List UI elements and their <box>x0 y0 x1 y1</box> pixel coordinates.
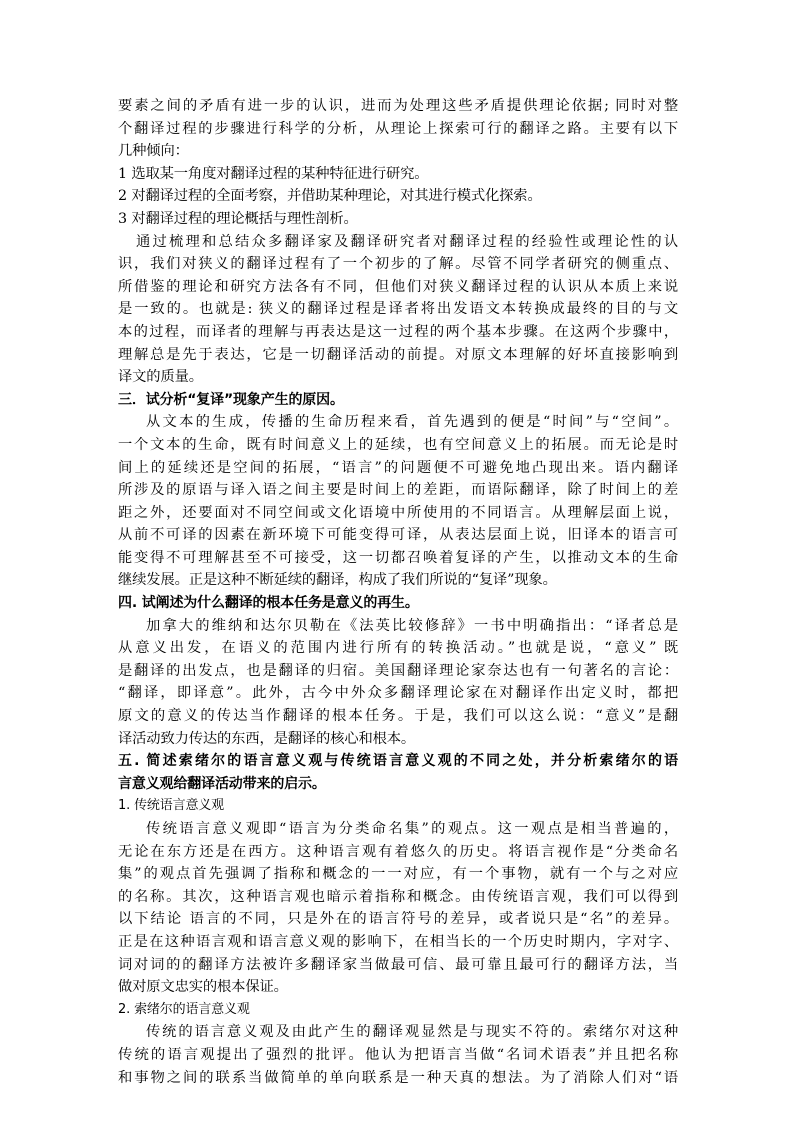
text-line: 从文本的生成，传播的生命历程来看，首先遇到的便是“时间”与“空间”。 <box>146 414 678 431</box>
text-line: 无论在东方还是在西方。这种语言观有着悠久的历史。将语言视作是“分类命名 <box>118 843 678 860</box>
subheading-line: 1. 传统语言意义观 <box>118 798 225 814</box>
text-line: 本的过程，而译者的理解与再表达是这一过程的两个基本步骤。在这两个步骤中， <box>118 323 678 340</box>
text-line: 以下结论 语言的不同，只是外在的语言符号的差异，或者说只是“名”的差异。 <box>118 911 678 928</box>
section-heading-line: 五. 简述索绪尔的语言意义观与传统语言意义观的不同之处，并分析索绪尔的语 <box>118 753 678 770</box>
text-line: 词对词的的翻译方法被许多翻译家当做最可信、最可靠且最可行的翻译方法，当 <box>118 956 678 973</box>
section-heading-line: 三．试分析“复译”现象产生的原因。 <box>118 391 344 408</box>
text-line: 的名称。其次，这种语言观也暗示着指称和概念。由传统语言观，我们可以得到 <box>118 888 678 905</box>
text-line: 从前不可译的因素在新环境下可能变得可译，从表达层面上说，旧译本的语言可 <box>118 527 678 544</box>
text-line: 几种倾向： <box>118 143 189 160</box>
section-heading-line: 四. 试阐述为什么翻译的根本任务是意义的再生。 <box>118 595 419 612</box>
text-line: 和事物之间的联系当做简单的单向联系是一种天真的想法。为了消除人们对“语 <box>118 1069 678 1086</box>
text-line: 译活动致力传达的东西，是翻译的核心和根本。 <box>118 730 416 747</box>
text-line: 3 对翻译过程的理论概括与理性剖析。 <box>118 210 358 227</box>
text-line: 从意义出发，在语义的范围内进行所有的转换活动。”也就是说，“意义” 既 <box>118 640 678 657</box>
text-line: 能变得不可理解甚至不可接受，这一切都召唤着复译的产生，以推动文本的生命 <box>118 549 678 566</box>
text-line: 做对原文忠实的根本保证。 <box>118 979 288 996</box>
text-line: 正是在这种语言观和语言意义观的影响下，在相当长的一个历史时期内，字对字、 <box>118 933 678 950</box>
text-line: 要素之间的矛盾有进一步的认识，进而为处理这些矛盾提供理论依据; 同时对整 <box>118 98 678 114</box>
text-line: 距之外，还要面对不同空间或文化语境中所使用的不同语言。从理解层面上说， <box>118 504 678 521</box>
text-line: 理解总是先于表达，它是一切翻译活动的前提。对原文本理解的好坏直接影响到 <box>118 346 678 363</box>
text-line: 是翻译的出发点，也是翻译的归宿。美国翻译理论家奈达也有一句著名的言论： <box>118 662 678 679</box>
text-line: 所借鉴的理论和研究方法各有不同，但他们对狭义翻译过程的认识从本质上来说 <box>118 278 678 295</box>
text-line: 集”的观点首先强调了指称和概念的一一对应，有一个事物，就有一个与之对应 <box>118 866 678 883</box>
text-line: 一个文本的生命，既有时间意义上的延续，也有空间意义上的拓展。而无论是时 <box>118 436 678 453</box>
document-page <box>118 95 678 1089</box>
text-line: 间上的延续还是空间的拓展，“语言”的问题便不可避免地凸现出来。语内翻译 <box>118 459 678 476</box>
text-line: 2 对翻译过程的全面考察，并借助某种理论，对其进行模式化探索。 <box>118 188 542 205</box>
text-line: 通过梳理和总结众多翻译家及翻译研究者对翻译过程的经验性或理论性的认 <box>136 233 678 250</box>
text-line: “翻译，即译意”。此外，古今中外众多翻译理论家在对翻译作出定义时，都把 <box>118 685 678 702</box>
text-line: 原文的意义的传达当作翻译的根本任务。于是，我们可以这么说：“意义”是翻 <box>118 708 678 725</box>
text-line: 所涉及的原语与译入语之间主要是时间上的差距，而语际翻译，除了时间上的差 <box>118 482 678 499</box>
text-line: 传统的语言意义观及由此产生的翻译观显然是与现实不符的。索绪尔对这种 <box>146 1024 678 1041</box>
text-line: 是一致的。也就是: 狭义的翻译过程是译者将出发语文本转换成最终的目的与文 <box>118 301 678 318</box>
text-line: 传统的语言观提出了强烈的批评。他认为把语言当做“名词术语表”并且把名称 <box>118 1046 678 1063</box>
text-line: 个翻译过程的步骤进行科学的分析，从理论上探索可行的翻译之路。主要有以下 <box>118 120 678 137</box>
subheading-line: 2. 索绪尔的语言意义观 <box>118 1001 250 1017</box>
text-line: 译文的质量。 <box>118 369 203 386</box>
text-line: 1 选取某一角度对翻译过程的某种特征进行研究。 <box>118 165 429 182</box>
text-line: 传统语言意义观即“语言为分类命名集”的观点。这一观点是相当普遍的， <box>146 821 678 837</box>
section-heading-line: 言意义观给翻译活动带来的启示。 <box>118 775 326 792</box>
text-line: 识，我们对狭义的翻译过程有了一个初步的了解。尽管不同学者研究的侧重点、 <box>118 256 678 273</box>
text-line: 继续发展。正是这种不断延续的翻译，构成了我们所说的“复译”现象。 <box>118 572 557 589</box>
text-line: 加拿大的维纳和达尔贝勒在《法英比较修辞》一书中明确指出：“译者总是 <box>146 617 678 634</box>
